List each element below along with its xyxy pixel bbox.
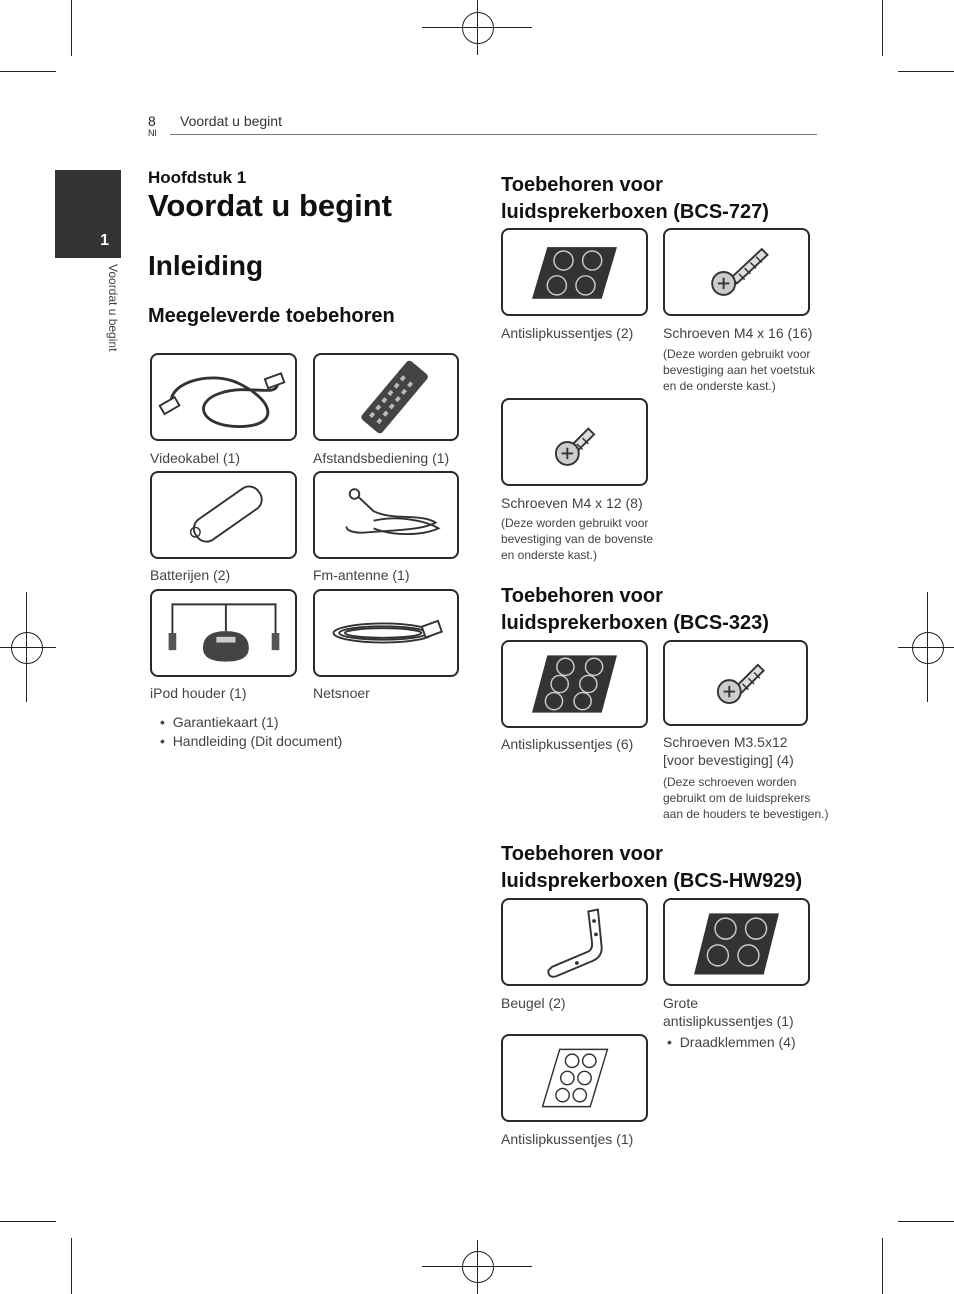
accessory-caption: Batterijen (2) bbox=[150, 567, 231, 583]
screw-icon bbox=[663, 228, 810, 316]
bcshw929-heading bbox=[501, 841, 802, 895]
bullet-text: Garantiekaart (1) bbox=[172, 714, 279, 730]
accessory-caption: Schroeven M4 x 12 (8) bbox=[501, 495, 643, 511]
page-number: 8 bbox=[148, 113, 156, 129]
accessory-caption: Netsnoer bbox=[313, 685, 370, 701]
anti-slip-pads-icon bbox=[501, 228, 648, 316]
accessory-note bbox=[663, 346, 815, 394]
small-anti-slip-pads-icon bbox=[501, 1034, 648, 1122]
large-anti-slip-pads-icon bbox=[663, 898, 810, 986]
screw-icon bbox=[501, 398, 648, 486]
anti-slip-pads-icon bbox=[501, 640, 648, 728]
accessory-caption bbox=[663, 733, 794, 769]
bcs727-heading bbox=[501, 172, 769, 226]
accessory-caption: Beugel (2) bbox=[501, 995, 566, 1011]
bracket-icon bbox=[501, 898, 648, 986]
chapter-tab-number: 1 bbox=[100, 232, 109, 249]
running-title: Voordat u begint bbox=[180, 113, 282, 129]
bullet-text: Handleiding (Dit document) bbox=[172, 733, 343, 749]
heading-line: Toebehoren voor bbox=[501, 843, 663, 865]
subsection-heading: Meegeleverde toebehoren bbox=[148, 305, 395, 327]
note-line: gebruikt om de luidsprekers bbox=[663, 791, 811, 805]
heading-line: luidsprekerboxen (BCS-727) bbox=[501, 201, 769, 223]
caption-line: Grote bbox=[663, 995, 699, 1011]
section-heading: Inleiding bbox=[148, 250, 264, 281]
accessory-caption: Fm-antenne (1) bbox=[313, 567, 410, 583]
bullet-item: • Garantiekaart (1) bbox=[160, 714, 279, 730]
note-line: (Deze schroeven worden bbox=[663, 775, 797, 789]
caption-line: Schroeven M3.5x12 bbox=[663, 734, 788, 750]
note-line: en onderste kast.) bbox=[501, 548, 598, 562]
video-cable-icon bbox=[150, 353, 297, 441]
screw-icon bbox=[663, 640, 808, 726]
heading-line: Toebehoren voor bbox=[501, 585, 663, 607]
accessory-note bbox=[663, 774, 828, 822]
caption-line: antislipkussentjes (1) bbox=[663, 1013, 794, 1029]
heading-line: Toebehoren voor bbox=[501, 174, 663, 196]
note-line: (Deze worden gebruikt voor bbox=[501, 516, 649, 530]
accessory-caption: Videokabel (1) bbox=[150, 450, 241, 466]
caption-line: [voor bevestiging] (4) bbox=[663, 752, 794, 768]
battery-icon bbox=[150, 471, 297, 559]
note-line: bevestiging aan het voetstuk bbox=[663, 363, 816, 377]
heading-line: luidsprekerboxen (BCS-323) bbox=[501, 612, 769, 634]
accessory-caption: Schroeven M4 x 16 (16) bbox=[663, 325, 813, 341]
page-title: Voordat u begint bbox=[148, 188, 392, 223]
note-line: aan de houders te bevestigen.) bbox=[663, 807, 829, 821]
note-line: (Deze worden gebruikt voor bbox=[663, 347, 811, 361]
accessory-caption bbox=[663, 994, 794, 1030]
accessory-caption: Antislipkussentjes (1) bbox=[501, 1131, 634, 1147]
accessory-note bbox=[501, 515, 653, 563]
accessory-caption: Afstandsbediening (1) bbox=[313, 450, 450, 466]
power-cord-icon bbox=[313, 589, 459, 677]
accessory-caption: iPod houder (1) bbox=[150, 685, 247, 701]
chapter-label: Hoofdstuk 1 bbox=[148, 168, 247, 187]
accessory-caption: Antislipkussentjes (6) bbox=[501, 736, 634, 752]
bcs323-heading bbox=[501, 583, 769, 637]
bullet-text: Draadklemmen (4) bbox=[679, 1034, 796, 1050]
chapter-tab bbox=[55, 170, 121, 258]
side-tab-label: Voordat u begint bbox=[106, 264, 120, 352]
remote-control-icon bbox=[313, 353, 459, 441]
fm-antenna-icon bbox=[313, 471, 459, 559]
header-rule bbox=[170, 134, 817, 135]
note-line: bevestiging van de bovenste bbox=[501, 532, 654, 546]
bullet-item: • Handleiding (Dit document) bbox=[160, 733, 343, 749]
ipod-holder-icon bbox=[150, 589, 297, 677]
bullet-item: • Draadklemmen (4) bbox=[667, 1034, 796, 1050]
language-code: Nl bbox=[148, 128, 157, 138]
note-line: en de onderste kast.) bbox=[663, 379, 776, 393]
heading-line: luidsprekerboxen (BCS-HW929) bbox=[501, 870, 803, 892]
accessory-caption: Antislipkussentjes (2) bbox=[501, 325, 634, 341]
